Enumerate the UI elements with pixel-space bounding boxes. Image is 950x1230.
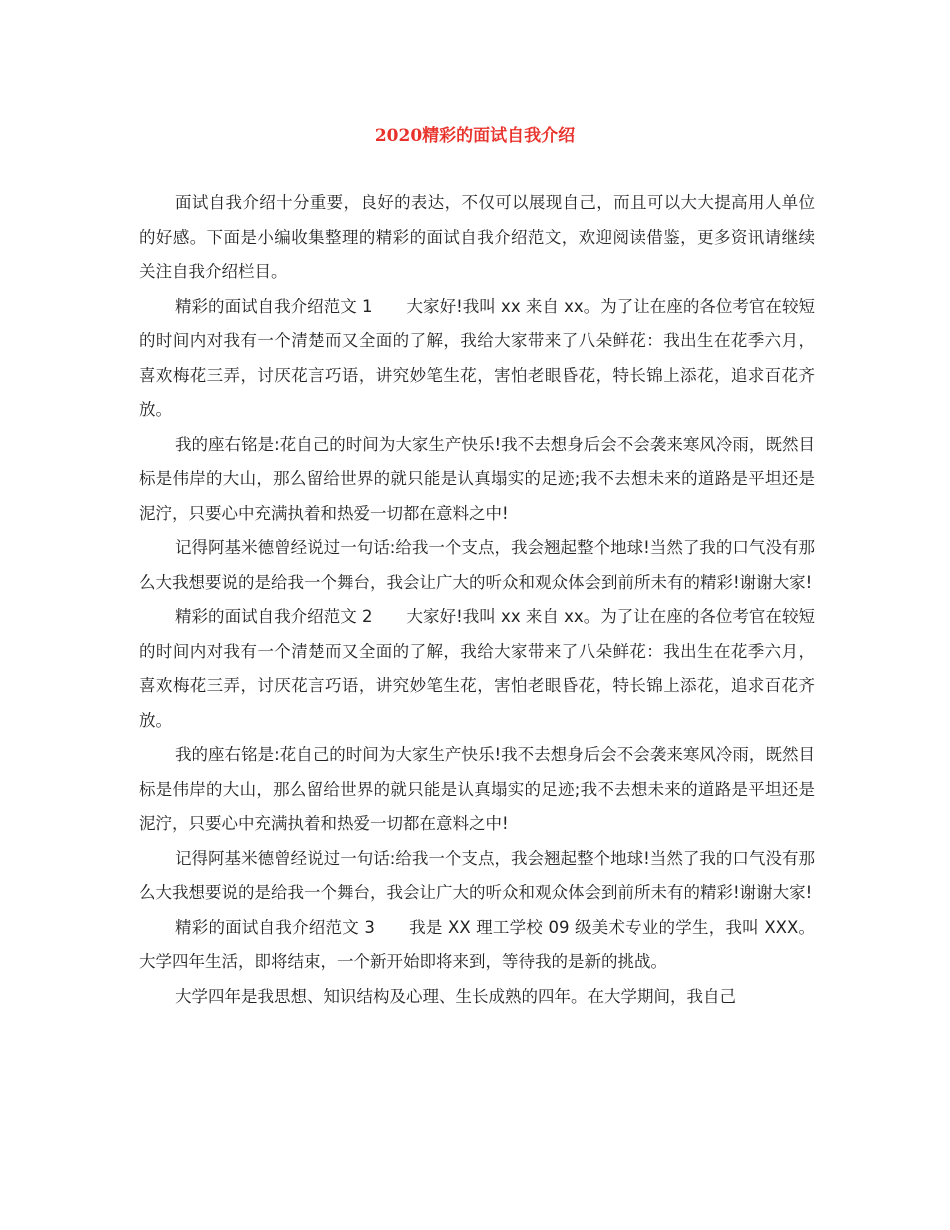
section-1-paragraph: 我的座右铭是:花自己的时间为大家生产快乐!我不去想身后会不会袭来寒风冷雨，既然目标是伟岸的大山，那么留给世界的就只能是认真塌实的足迹;我不去想未来的道路是平坦还是泥泞，只要心中充满执着和热爱一切都在意料之中! bbox=[139, 434, 815, 523]
section-3-lead: 我是 XX 理工学校 09 级美术专业的学生，我叫 XXX。大学四年生活，即将结束，一个新开始即将来到，等待我的是新的挑战。 bbox=[139, 917, 815, 971]
section-1-heading: 精彩的面试自我介绍范文 1 bbox=[175, 296, 373, 316]
document-body bbox=[139, 186, 815, 1014]
section-2-paragraph: 我的座右铭是:花自己的时间为大家生产快乐!我不去想身后会不会袭来寒风冷雨，既然目标是伟岸的大山，那么留给世界的就只能是认真塌实的足迹;我不去想未来的道路是平坦还是泥泞，只要心中充满执着和热爱一切都在意料之中! bbox=[139, 745, 815, 833]
document-title: 2020精彩的面试自我介绍 bbox=[374, 126, 576, 146]
intro-paragraph: 面试自我介绍十分重要，良好的表达，不仅可以展现自己，而且可以大大提高用人单位的好感。下面是小编收集整理的精彩的面试自我介绍范文，欢迎阅读借鉴，更多资讯请继续关注自我介绍栏目。 bbox=[139, 193, 815, 281]
section-3-paragraph: 大学四年是我思想、知识结构及心理、生长成熟的四年。在大学期间，我自己 bbox=[175, 986, 736, 1006]
section-1-paragraph: 记得阿基米德曾经说过一句话:给我一个支点，我会翘起整个地球!当然了我的口气没有那么大我想要说的是给我一个舞台，我会让广大的听众和观众体会到前所未有的精彩!谢谢大家! bbox=[139, 538, 815, 592]
section-2-paragraph: 记得阿基米德曾经说过一句话:给我一个支点，我会翘起整个地球!当然了我的口气没有那么大我想要说的是给我一个舞台，我会让广大的听众和观众体会到前所未有的精彩!谢谢大家! bbox=[139, 848, 815, 902]
section-1-lead-paragraph bbox=[139, 290, 815, 428]
section-2-heading: 精彩的面试自我介绍范文 2 bbox=[175, 607, 373, 626]
section-1-lead: 大家好!我叫 xx 来自 xx。为了让在座的各位考官在较短的时间内对我有一个清楚而又全面的了解，我给大家带来了八朵鲜花：我出生在花季六月，喜欢梅花三弄，讨厌花言巧语，讲究妙笔生花，害怕老眼昏花，特长锦上添花，追求百花齐放。 bbox=[139, 296, 815, 419]
section-3-heading: 精彩的面试自我介绍范文 3 bbox=[175, 917, 375, 937]
section-3-lead-paragraph bbox=[139, 911, 815, 980]
section-2-lead-paragraph bbox=[139, 600, 815, 738]
section-2-lead: 大家好!我叫 xx 来自 xx。为了让在座的各位考官在较短的时间内对我有一个清楚而又全面的了解，我给大家带来了八朵鲜花：我出生在花季六月，喜欢梅花三弄，讨厌花言巧语，讲究妙笔生花，害怕老眼昏花，特长锦上添花，追求百花齐放。 bbox=[139, 607, 815, 730]
